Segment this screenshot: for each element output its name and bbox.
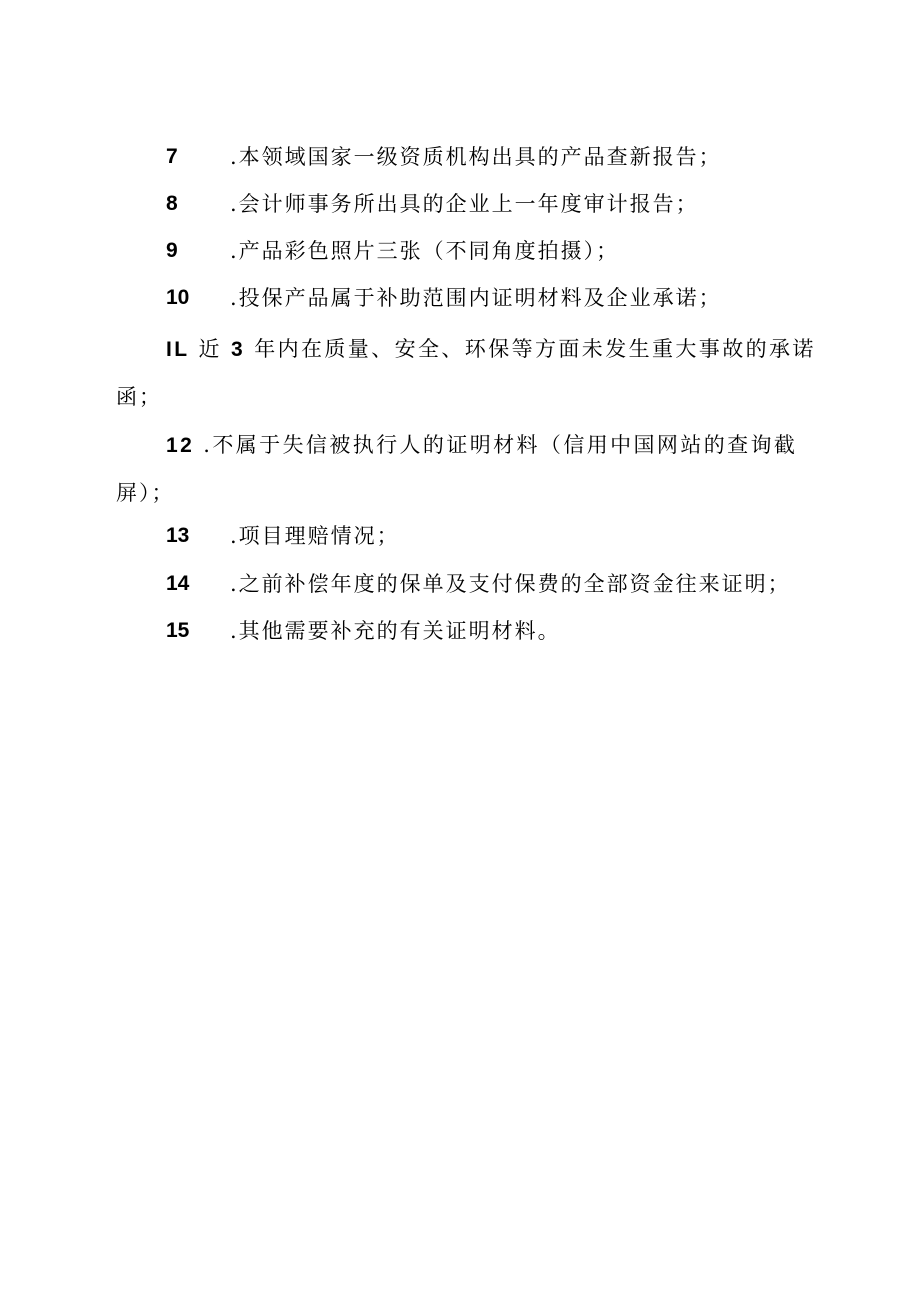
list-item-11-line2: 函； — [116, 385, 162, 409]
item-number: 8 — [166, 192, 178, 215]
item-text: .其他需要补充的有关证明材料。 — [230, 619, 561, 643]
item-text: .投保产品属于补助范围内证明材料及企业承诺； — [230, 286, 722, 310]
item-number: 7 — [166, 145, 178, 168]
item-text: .之前补偿年度的保单及支付保费的全部资金往来证明； — [230, 572, 791, 596]
item-text-part-b: 年内在质量、安全、环保等方面未发生重大事故的承诺 — [254, 337, 816, 361]
item-text: .项目理赔情况； — [230, 524, 400, 548]
item-number: 12 — [166, 434, 195, 457]
item-number: IL — [166, 338, 190, 361]
item-text: .不属于失信被执行人的证明材料（信用中国网站的查询截 — [203, 433, 798, 457]
item-number: 13 — [166, 524, 190, 547]
item-text: .会计师事务所出具的企业上一年度审计报告； — [230, 192, 699, 216]
item-text-part-a: 近 — [198, 337, 222, 361]
list-item-11-line1 — [166, 333, 816, 363]
item-text: .产品彩色照片三张（不同角度拍摄）； — [230, 239, 620, 263]
item-number: 14 — [166, 572, 190, 595]
item-number: 10 — [166, 286, 190, 309]
list-item-12-line1 — [166, 429, 797, 459]
item-number: 9 — [166, 239, 178, 262]
list-item-12-line2: 屏）； — [116, 481, 175, 505]
item-number: 15 — [166, 619, 190, 642]
item-text: .本领域国家一级资质机构出具的产品查新报告； — [230, 145, 722, 169]
item-text-number: 3 — [231, 338, 246, 361]
